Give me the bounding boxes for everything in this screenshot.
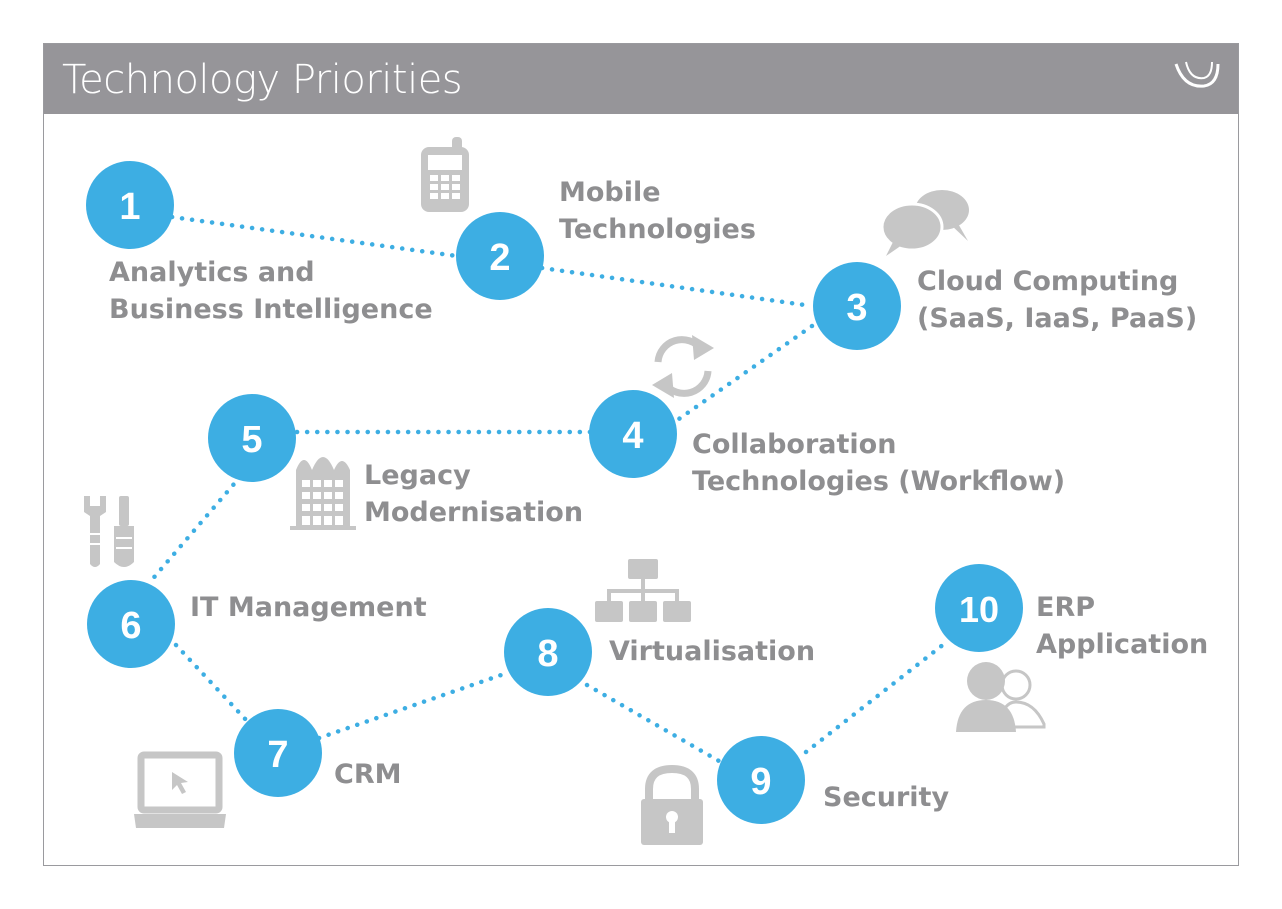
connector-6-7 bbox=[176, 645, 248, 722]
node-3 bbox=[813, 262, 901, 350]
node-label-9: Security bbox=[823, 782, 950, 813]
technology-priorities-card bbox=[43, 43, 1239, 866]
tools-icon bbox=[84, 496, 134, 567]
node-label-1: Analytics and Business Intelligence bbox=[109, 257, 433, 325]
node-number: 6 bbox=[120, 605, 142, 647]
node-7 bbox=[234, 709, 322, 797]
network-hierarchy-icon bbox=[595, 559, 691, 622]
node-label-4: Collaboration Technologies (Workflow) bbox=[692, 429, 1066, 497]
node-label-7: CRM bbox=[334, 759, 402, 790]
node-5 bbox=[208, 394, 296, 482]
chat-bubbles-icon bbox=[882, 190, 969, 256]
building-icon bbox=[290, 457, 356, 530]
laptop-icon bbox=[134, 755, 226, 828]
users-icon bbox=[956, 662, 1044, 732]
node-label-5: Legacy Modernisation bbox=[364, 460, 584, 528]
node-number: 1 bbox=[119, 186, 141, 228]
node-10 bbox=[935, 564, 1023, 652]
node-9 bbox=[717, 736, 805, 824]
page-title: Technology Priorities bbox=[62, 57, 463, 103]
node-number: 4 bbox=[622, 415, 644, 457]
node-6 bbox=[87, 580, 175, 668]
node-label-8: Virtualisation bbox=[609, 636, 816, 667]
node-8 bbox=[504, 608, 592, 696]
node-4 bbox=[589, 390, 677, 478]
node-label-3: Cloud Computing (SaaS, IaaS, PaaS) bbox=[917, 266, 1198, 334]
node-number: 8 bbox=[537, 633, 559, 675]
connector-1-2 bbox=[172, 217, 457, 256]
node-2 bbox=[456, 212, 544, 300]
connector-7-8 bbox=[319, 674, 504, 738]
node-label-6: IT Management bbox=[190, 592, 427, 623]
connector-8-9 bbox=[587, 685, 719, 761]
node-1 bbox=[86, 161, 174, 249]
connector-2-3 bbox=[542, 268, 812, 306]
padlock-icon bbox=[641, 769, 703, 845]
node-number: 7 bbox=[267, 734, 289, 776]
node-number: 5 bbox=[241, 419, 263, 461]
node-number: 2 bbox=[489, 237, 511, 279]
mobile-phone-icon bbox=[421, 137, 469, 212]
node-label-2: Mobile Technologies bbox=[559, 177, 756, 245]
node-label-10: ERP Application bbox=[1036, 592, 1209, 660]
node-number: 3 bbox=[846, 287, 868, 329]
connector-5-6 bbox=[150, 477, 240, 582]
node-number: 10 bbox=[958, 589, 1000, 630]
connector-9-10 bbox=[806, 644, 944, 752]
node-number: 9 bbox=[750, 761, 772, 803]
